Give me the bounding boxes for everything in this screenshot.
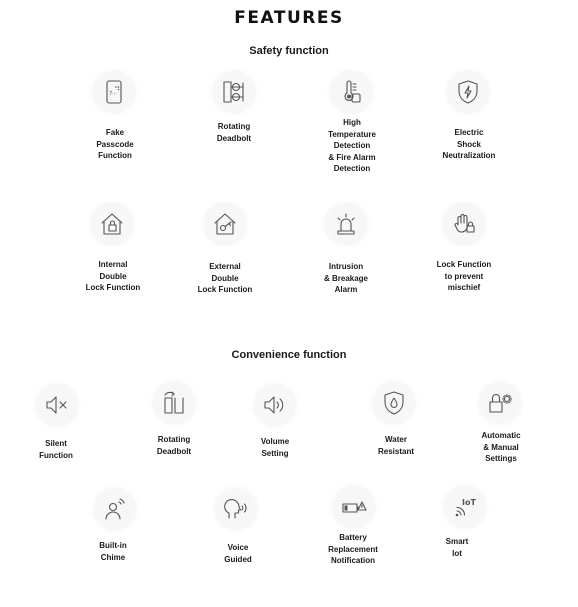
feature-label: Electric Shock Neutralization bbox=[442, 128, 496, 160]
person-chime-icon bbox=[94, 488, 136, 530]
battery-warning-icon bbox=[333, 486, 375, 528]
siren-icon bbox=[325, 203, 367, 245]
keypad-icon bbox=[93, 71, 135, 113]
house-key-icon bbox=[204, 203, 246, 245]
shield-lightning-icon bbox=[447, 71, 489, 113]
feature-label: Rotating Deadbolt bbox=[216, 122, 252, 143]
deadbolt-icon bbox=[213, 71, 255, 113]
feature-label: Volume Setting bbox=[260, 437, 290, 458]
lock-gear-icon bbox=[479, 382, 521, 424]
feature-label: Intrusion & Breakage Alarm bbox=[323, 262, 369, 294]
shield-water-icon bbox=[373, 382, 415, 424]
iot-icon-text: IoT bbox=[462, 498, 476, 507]
hand-lock-icon bbox=[443, 203, 485, 245]
feature-label: Lock Function to prevent mischief bbox=[436, 260, 492, 292]
svg-text:7·:·: 7·:· bbox=[109, 91, 118, 97]
feature-label: Voice Guided bbox=[224, 543, 252, 564]
page-title: FEATURES bbox=[234, 8, 344, 28]
feature-label: External Double Lock Function bbox=[197, 262, 253, 294]
feature-label: Rotating Deadbolt bbox=[156, 435, 192, 456]
feature-label: Water Resistant bbox=[377, 435, 414, 456]
speaker-mute-icon bbox=[36, 384, 78, 426]
feature-label: Battery Replacement Notification bbox=[328, 533, 378, 565]
safety-section-title: Safety function bbox=[249, 45, 329, 57]
deadbolt-rotate-icon bbox=[153, 382, 195, 424]
feature-label: Fake Passcode Function bbox=[96, 128, 134, 160]
feature-label: Automatic & Manual Settings bbox=[481, 431, 521, 463]
voice-head-icon bbox=[215, 488, 257, 530]
feature-label: Smart Iot bbox=[445, 537, 469, 558]
house-lock-icon bbox=[91, 203, 133, 245]
feature-label: Built-in Chime bbox=[99, 541, 127, 562]
feature-label: Internal Double Lock Function bbox=[85, 260, 141, 292]
speaker-volume-icon bbox=[254, 384, 296, 426]
convenience-section-title: Convenience function bbox=[231, 349, 347, 361]
feature-label: Silent Function bbox=[39, 439, 73, 460]
iot-icon bbox=[444, 486, 486, 528]
feature-label: High Temperature Detection & Fire Alarm Detection bbox=[328, 118, 376, 173]
thermometer-icon bbox=[330, 71, 372, 113]
